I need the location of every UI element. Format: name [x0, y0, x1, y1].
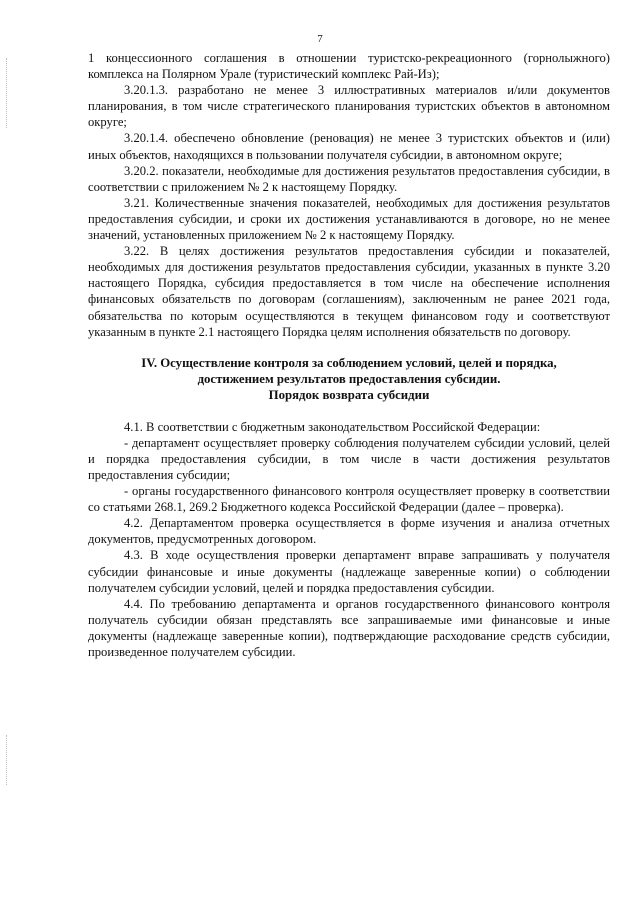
section-heading-iv	[88, 355, 610, 403]
page-number: 7	[317, 33, 323, 45]
section-heading-line-3: Порядок возврата субсидии	[268, 387, 430, 402]
section-heading-line-1: IV. Осуществление контроля за соблюдением условий, целей и порядка,	[141, 355, 557, 370]
paragraph-3-20-1-4: 3.20.1.4. обеспечено обновление (реновация) не менее 3 туристских объектов и (или) иных объектов, находящихся в пользовании получателя субсидии, в автономном округе;	[88, 131, 610, 162]
paragraph-4-1-item-control-bodies: - органы государственного финансового контроля осуществляет проверку в соответствии со статьями 268.1, 269.2 Бюджетного кодекса Российской Федерации (далее – проверка).	[88, 484, 610, 515]
margin-dots-bottom	[6, 735, 8, 785]
paragraph-continuation: 1 концессионного соглашения в отношении туристско-рекреационного (горнолыжного) комплекса на Полярном Урале (туристический комплекс Рай-Из);	[88, 51, 610, 82]
paragraph-3-21: 3.21. Количественные значения показателей, необходимых для достижения результатов предоставления субсидии, и сроки их достижения устанавливаются в договоре, но не менее значений, установленных приложением № 2 к настоящему Порядку.	[88, 195, 610, 243]
paragraph-4-2: 4.2. Департаментом проверка осуществляется в форме изучения и анализа отчетных документов, предусмотренных договором.	[88, 516, 610, 547]
paragraph-3-20-1-3: 3.20.1.3. разработано не менее 3 иллюстративных материалов и/или документов планирования, в том числе стратегического планирования туристских объектов в автономном округе;	[88, 83, 610, 130]
margin-dots-top	[6, 58, 8, 128]
paragraph-3-22: 3.22. В целях достижения результатов предоставления субсидии и показателей, необходимых для достижения результатов предоставления субсидии, указанных в пункте 3.20 настоящего Порядка, субсидия предоставляется в том числе на обеспечение исполнения финансовых обязательств по договорам (соглашениям), заключенным не ранее 2021 года, обязательства по которым осуществляются в текущем финансовом году и соответствуют указанным в пункте 2.1 настоящего Порядка целям исполнения обязательств по договору.	[88, 244, 610, 339]
section-heading-line-2: достижением результатов предоставления субсидии.	[197, 371, 501, 386]
paragraph-3-20-2: 3.20.2. показатели, необходимые для достижения результатов предоставления субсидии, в соответствии с приложением № 2 к настоящему Порядку.	[88, 163, 610, 194]
paragraph-4-3: 4.3. В ходе осуществления проверки департамент вправе запрашивать у получателя субсидии финансовые и иные документы (надлежаще заверенные копии) о соблюдении получателем субсидии условий, целей и порядка предоставления субсидии.	[88, 548, 610, 595]
paragraph-4-1: 4.1. В соответствии с бюджетным законодательством Российской Федерации:	[124, 419, 541, 434]
paragraph-4-4: 4.4. По требованию департамента и органов государственного финансового контроля получатель субсидии обязан представлять все запрашиваемые ими финансовые и иные документы (надлежаще заверенные копии), подтверждающие расходование средств субсидии, произведенное получателем субсидии.	[88, 596, 610, 659]
document-body	[88, 50, 610, 660]
paragraph-4-1-item-department: - департамент осуществляет проверку соблюдения получателем субсидии условий, целей и порядка предоставления субсидии, в том числе в части достижения результатов предоставления субсидии;	[88, 435, 610, 482]
